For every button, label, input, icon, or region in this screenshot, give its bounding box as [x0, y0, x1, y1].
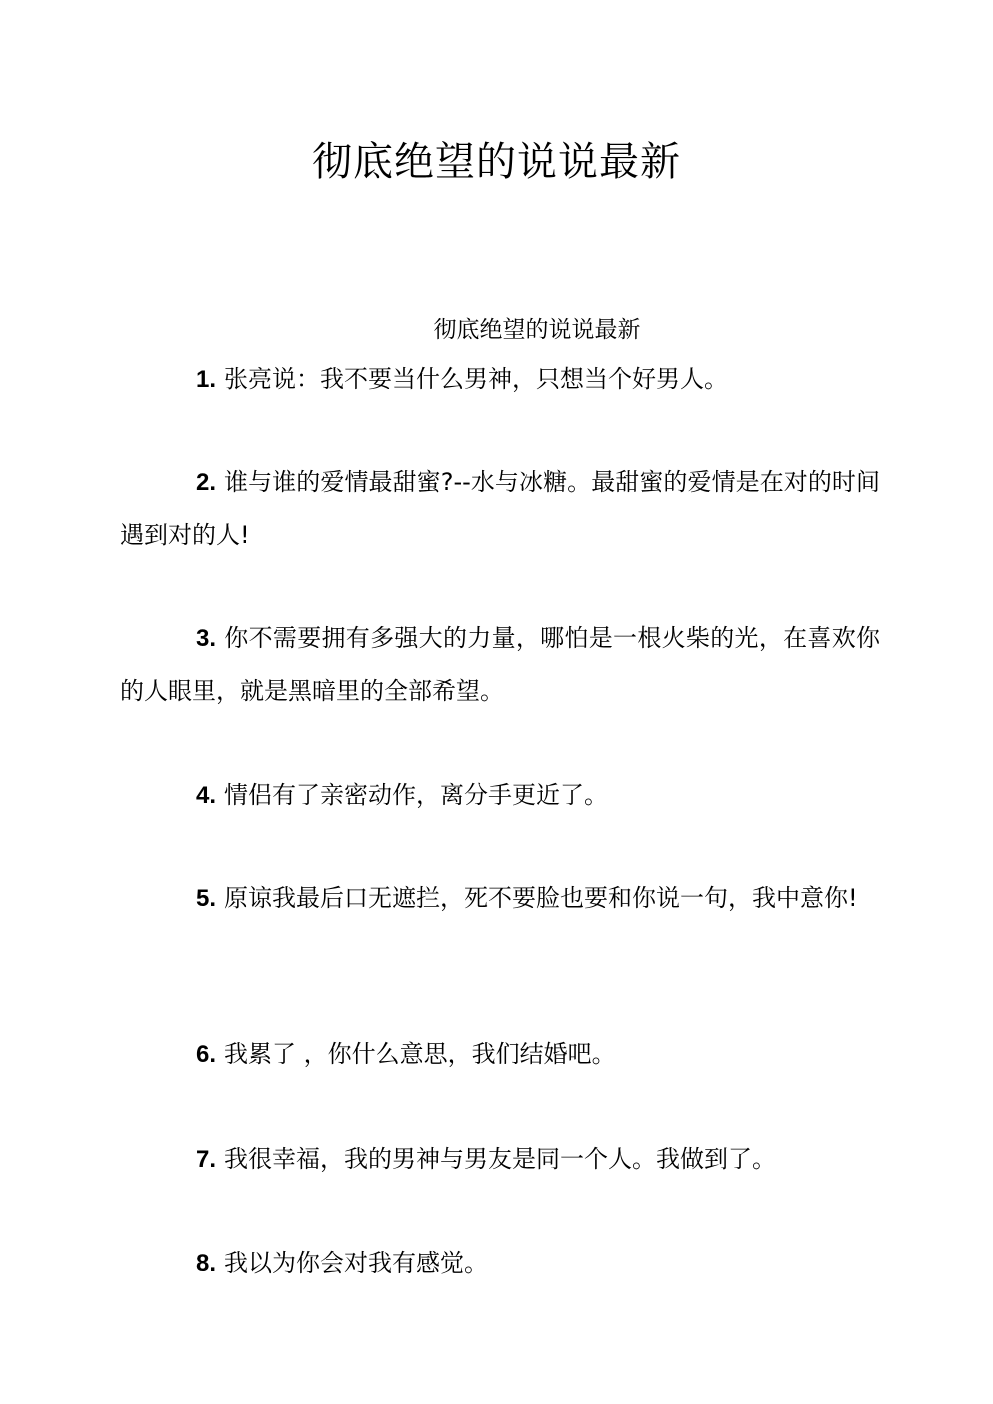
item-text: 我很幸福，我的男神与男友是同一个人。我做到了。 — [224, 1145, 777, 1173]
item-number: 5. — [196, 885, 217, 912]
list-item — [120, 1028, 880, 1081]
list-item — [120, 769, 880, 822]
list-item — [120, 872, 880, 925]
item-number: 7. — [196, 1146, 217, 1173]
item-text: 我以为你会对我有感觉。 — [224, 1249, 489, 1277]
item-number: 2. — [196, 469, 217, 496]
item-text: 谁与谁的爱情最甜蜜?--水与冰糖。最甜蜜的爱情是在对的时间遇到对的人! — [120, 468, 880, 549]
page-title: 彻底绝望的说说最新 — [312, 139, 681, 185]
list-item — [120, 1237, 880, 1290]
item-text: 情侣有了亲密动作，离分手更近了。 — [224, 781, 609, 809]
list-item — [120, 456, 880, 561]
item-text: 我累了 ，你什么意思，我们结婚吧。 — [224, 1040, 616, 1068]
list-item — [120, 1133, 880, 1186]
item-number: 4. — [196, 782, 217, 809]
item-number: 3. — [196, 625, 217, 652]
item-number: 6. — [196, 1041, 217, 1068]
section-heading: 彻底绝望的说说最新 — [433, 317, 641, 343]
item-text: 原谅我最后口无遮拦，死不要脸也要和你说一句，我中意你! — [224, 884, 858, 912]
item-number: 1. — [196, 366, 217, 393]
list-item — [120, 353, 880, 406]
item-text: 张亮说：我不要当什么男神，只想当个好男人。 — [224, 365, 729, 393]
list-item — [120, 612, 880, 717]
item-number: 8. — [196, 1250, 217, 1277]
item-text: 你不需要拥有多强大的力量，哪怕是一根火柴的光，在喜欢你的人眼里，就是黑暗里的全部希望。 — [120, 624, 880, 705]
